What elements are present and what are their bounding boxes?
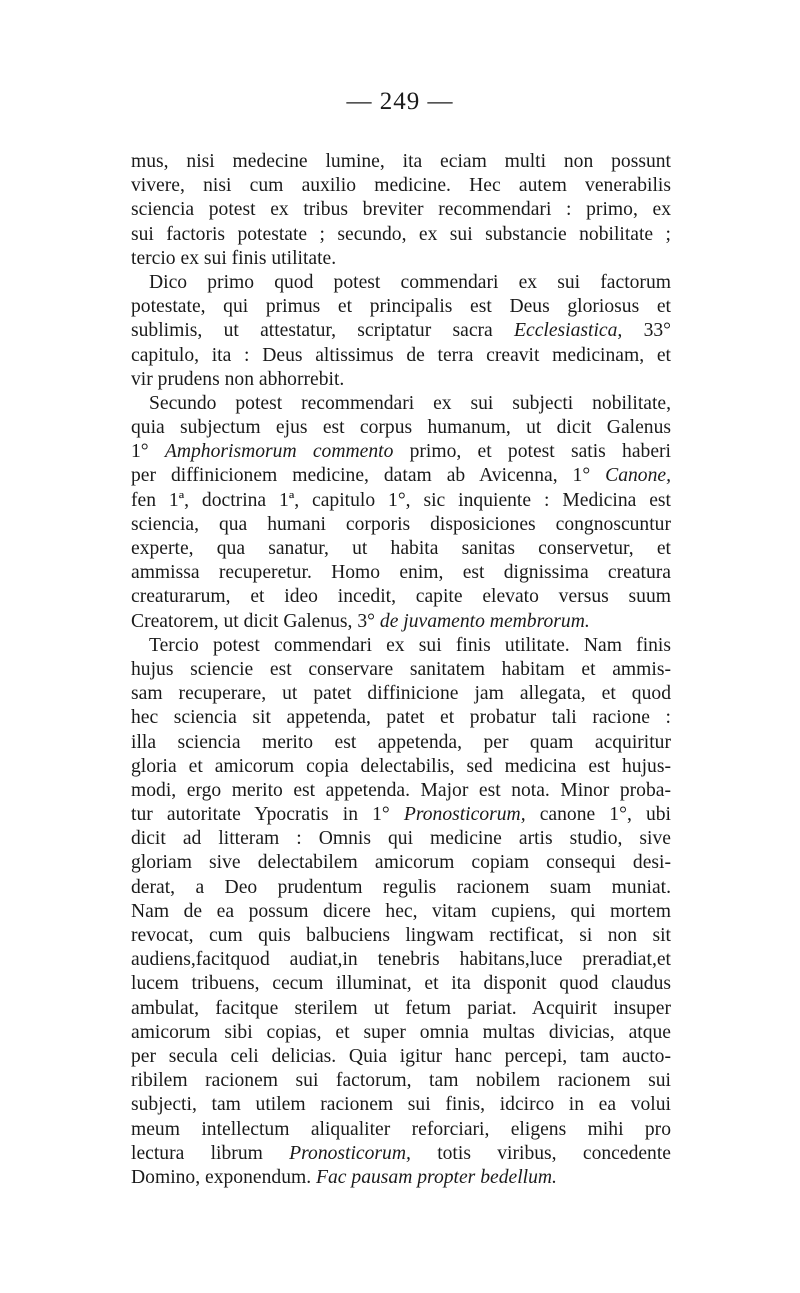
- text-segment: amicorum sibi copias, et super omnia multas divicias, atque: [131, 1021, 671, 1043]
- text-segment: ambulat, facitque sterilem ut fetum pariat. Acquirit insuper: [131, 997, 671, 1019]
- text-line: [131, 489, 671, 513]
- text-segment: creaturarum, et ideo incedit, capite elevato versus suum: [131, 586, 671, 608]
- text-line: [131, 271, 671, 295]
- text-line: [131, 827, 671, 851]
- text-line: [131, 1093, 671, 1117]
- text-segment: dicit ad litteram : Omnis qui medicine artis studio, sive: [131, 828, 671, 850]
- italic-title: Ecclesiastica,: [514, 320, 623, 342]
- text-segment: subjecti, tam utilem racionem sui finis, idcirco in ea volui: [131, 1094, 671, 1116]
- text-line: [131, 392, 671, 416]
- text-line: [131, 682, 671, 706]
- text-segment: Domino, exponendum.: [131, 1166, 317, 1188]
- text-segment: modi, ergo merito est appetenda. Major est nota. Minor proba-: [131, 779, 671, 801]
- text-line: [131, 368, 671, 392]
- text-segment: illa sciencia merito est appetenda, per quam acquiritur: [131, 731, 671, 753]
- text-line: [131, 1045, 671, 1069]
- text-line: [131, 174, 671, 198]
- text-segment: Dico primo quod potest commendari ex sui factorum: [149, 271, 671, 293]
- text-segment: per secula celi delicias. Quia igitur hanc percepi, tam aucto-: [131, 1045, 671, 1067]
- text-line: [131, 972, 671, 996]
- text-line: [131, 706, 671, 730]
- text-segment: tercio ex sui finis utilitate.: [131, 247, 337, 269]
- text-line: [131, 319, 671, 343]
- italic-title: Canone,: [605, 465, 671, 487]
- text-line: [131, 247, 671, 271]
- text-line: [131, 513, 671, 537]
- text-segment: audiens,facitquod audiat,in tenebris habitans,luce preradiat,et: [131, 949, 671, 971]
- text-segment: ribilem racionem sui factorum, tam nobilem racionem sui: [131, 1070, 671, 1092]
- text-segment: sublimis, ut attestatur, scriptatur sacra: [131, 320, 515, 342]
- text-line: [131, 585, 671, 609]
- text-segment: potestate, qui primus et principalis est Deus gloriosus et: [131, 296, 671, 318]
- text-segment: Nam de ea possum dicere hec, vitam cupiens, qui mortem: [131, 900, 671, 922]
- text-line: [131, 344, 671, 368]
- text-line: [131, 851, 671, 875]
- text-line: [131, 948, 671, 972]
- text-line: [131, 731, 671, 755]
- text-line: [131, 634, 671, 658]
- text-segment: Tercio potest commendari ex sui finis utilitate. Nam finis: [149, 634, 671, 656]
- text-segment: experte, qua sanatur, ut habita sanitas conservetur, et: [131, 538, 671, 559]
- text-segment: sam recuperare, ut patet diffinicione jam allegata, et quod: [131, 683, 671, 705]
- text-segment: tur autoritate Ypocratis in 1°: [131, 804, 404, 826]
- text-line: [131, 900, 671, 924]
- text-segment: per diffinicionem medicine, datam ab Avicenna, 1°: [131, 465, 606, 487]
- text-segment: lucem tribuens, cecum illuminat, et ita disponit quod claudus: [131, 973, 671, 995]
- text-line: [131, 779, 671, 803]
- text-segment: gloria et amicorum copia delectabilis, sed medicina est hujus-: [131, 755, 671, 777]
- text-segment: totis viribus, concedente: [410, 1142, 671, 1164]
- italic-title: Pronosticorum,: [289, 1142, 411, 1164]
- body-text: [131, 150, 671, 1190]
- text-segment: mus, nisi medecine lumine, ita eciam multi non possunt: [131, 151, 671, 172]
- page-number: — 249 —: [346, 88, 454, 115]
- text-line: [131, 924, 671, 948]
- text-line: [131, 198, 671, 222]
- text-segment: vir prudens non abhorrebit.: [131, 368, 345, 390]
- text-segment: gloriam sive delectabilem amicorum copiam consequi desi-: [131, 852, 671, 874]
- text-segment: capitulo, ita : Deus altissimus de terra creavit medicinam, et: [131, 344, 671, 366]
- text-line: [131, 464, 671, 488]
- text-segment: derat, a Deo prudentum regulis racionem suam muniat.: [131, 876, 671, 898]
- text-line: [131, 416, 671, 440]
- text-segment: sui factoris potestate ; secundo, ex sui substancie nobilitate ;: [131, 223, 671, 245]
- text-segment: primo, et potest satis haberi: [393, 441, 671, 463]
- text-line: [131, 876, 671, 900]
- text-segment: revocat, cum quis balbuciens lingwam rectificat, si non sit: [131, 925, 671, 946]
- text-line: [131, 150, 671, 174]
- text-line: [131, 295, 671, 319]
- text-segment: vivere, nisi cum auxilio medicine. Hec autem venerabilis: [131, 175, 671, 197]
- text-segment: Secundo potest recommendari ex sui subjecti nobilitate,: [149, 392, 671, 414]
- text-line: [131, 1118, 671, 1142]
- text-segment: 1°: [131, 441, 165, 463]
- text-segment: hec sciencia sit appetenda, patet et probatur tali racione :: [131, 707, 671, 729]
- text-line: [131, 537, 671, 561]
- text-line: [131, 755, 671, 779]
- text-line: [131, 561, 671, 585]
- text-line: [131, 610, 671, 634]
- text-line: [131, 1142, 671, 1166]
- text-segment: sciencia potest ex tribus breviter recommendari : primo, ex: [131, 199, 671, 221]
- text-line: [131, 440, 671, 464]
- text-line: [131, 1021, 671, 1045]
- text-segment: lectura librum: [131, 1142, 290, 1164]
- text-segment: quia subjectum ejus est corpus humanum, ut dicit Galenus: [131, 417, 671, 439]
- italic-title: Fac pausam propter bedellum.: [316, 1166, 557, 1188]
- italic-title: de juvamento membrorum.: [379, 610, 590, 632]
- text-segment: fen 1ª, doctrina 1ª, capitulo 1°, sic inquiente : Medicina est: [131, 489, 671, 511]
- italic-title: Pronosticorum,: [403, 804, 526, 826]
- text-line: [131, 997, 671, 1021]
- text-segment: meum intellectum aliqualiter reforciari, eligens mihi pro: [131, 1118, 671, 1140]
- text-line: [131, 1166, 671, 1190]
- text-segment: 33°: [622, 320, 672, 342]
- text-segment: Creatorem, ut dicit Galenus, 3°: [131, 610, 380, 632]
- text-line: [131, 1069, 671, 1093]
- text-segment: sciencia, qua humani corporis disposiciones congnoscuntur: [131, 513, 671, 535]
- text-segment: ammissa recuperetur. Homo enim, est dignissima creatura: [131, 562, 671, 584]
- text-line: [131, 223, 671, 247]
- text-segment: canone 1°, ubi: [525, 804, 671, 826]
- text-line: [131, 803, 671, 827]
- text-line: [131, 658, 671, 682]
- italic-title: Amphorismorum commento: [164, 441, 394, 463]
- text-segment: hujus sciencie est conservare sanitatem habitam et ammis-: [131, 658, 671, 680]
